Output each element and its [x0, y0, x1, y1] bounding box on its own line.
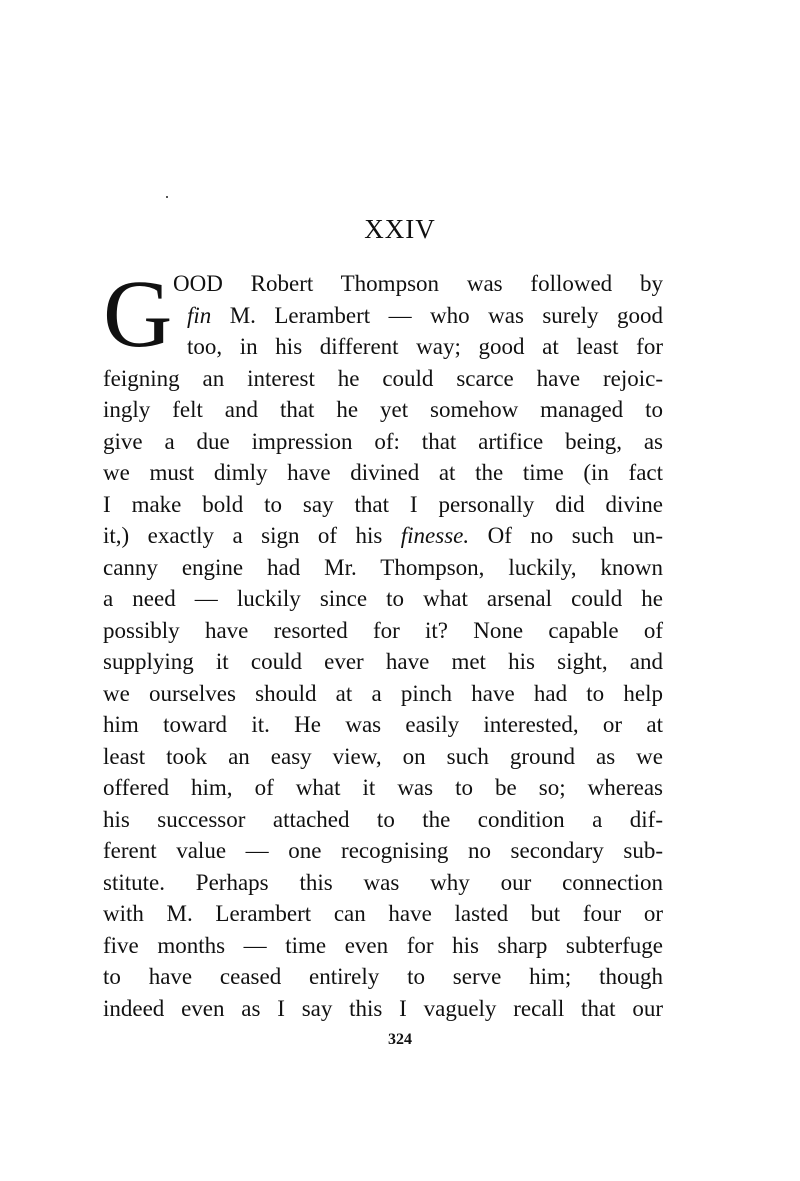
text-line: a need — luckily since to what arsenal could he	[103, 586, 663, 611]
text-line: to have ceased entirely to serve him; though	[103, 964, 663, 989]
text-line: fin M. Lerambert — who was surely good	[187, 302, 664, 328]
text-line: we ourselves should at a pinch have had to help	[103, 680, 663, 706]
text-line: offered him, of what it was to be so; whereas	[103, 775, 663, 800]
text-line: we must dimly have divined at the time (in fact	[103, 460, 663, 485]
text-line: least took an easy view, on such ground as we	[103, 743, 663, 769]
italic-word: fin	[187, 302, 212, 328]
text-line: supplying it could ever have met his sight, and	[103, 649, 663, 674]
text-line: give a due impression of: that artifice being, as	[103, 428, 663, 454]
italic-word: finesse.	[400, 523, 470, 548]
text-line: with M. Lerambert can have lasted but four or	[103, 901, 663, 926]
text-line: it,) exactly a sign of his finesse. Of no such un-	[103, 523, 663, 548]
text-line: ingly felt and that he yet somehow managed to	[103, 397, 663, 422]
page-speck	[166, 196, 168, 198]
text-line: stitute. Perhaps this was why our connection	[103, 869, 663, 895]
drop-cap: G	[103, 260, 173, 367]
chapter-heading: XXIV	[364, 214, 436, 244]
text-line: five months — time even for his sharp subterfuge	[103, 932, 663, 958]
text-line: him toward it. He was easily interested, or at	[103, 712, 663, 737]
text-line: ferent value — one recognising no secondary sub-	[103, 838, 663, 863]
text-line: his successor attached to the condition a dif-	[103, 806, 663, 832]
page-number: 324	[388, 1031, 412, 1048]
text-line: indeed even as I say this I vaguely recall that our	[103, 995, 663, 1021]
text-line: possibly have resorted for it? None capable of	[103, 617, 663, 643]
body-text	[103, 260, 664, 1024]
text-line: canny engine had Mr. Thompson, luckily, known	[103, 554, 663, 580]
text-line: OOD Robert Thompson was followed by	[173, 271, 663, 296]
text-line: too, in his different way; good at least for	[187, 334, 663, 359]
text-line: feigning an interest he could scarce have rejoic-	[103, 365, 663, 391]
text-line: I make bold to say that I personally did divine	[103, 491, 663, 517]
